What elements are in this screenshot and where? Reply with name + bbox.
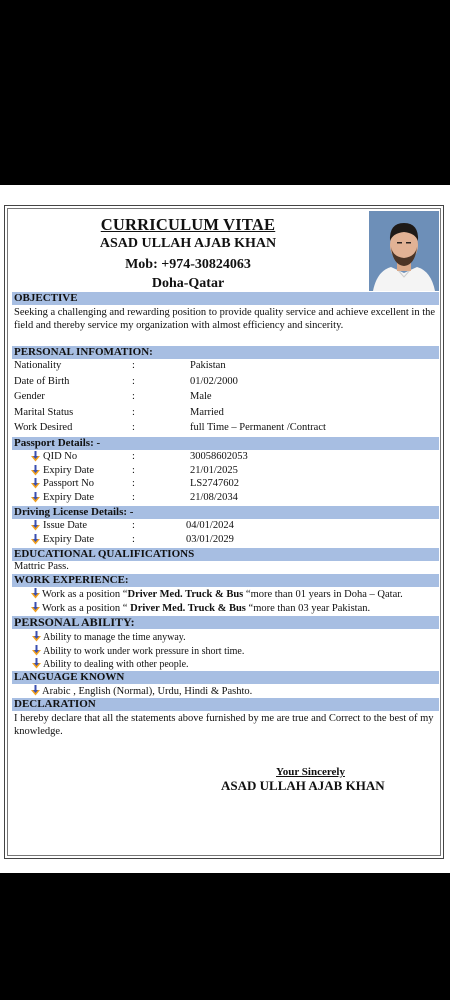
field-separator: : (132, 492, 135, 504)
field-value: 30058602053 (190, 451, 248, 462)
field-value: Male (190, 391, 212, 402)
work-suffix: “more than 01 years in Doha – Qatar. (243, 589, 403, 600)
education-text: Mattric Pass. (14, 561, 69, 572)
field-value: Married (190, 406, 224, 418)
field-separator: : (132, 520, 135, 531)
field-label: Passport No (43, 478, 95, 490)
field-label: QID No (43, 451, 78, 462)
field-label: Expiry Date (43, 534, 95, 545)
section-passport-details: Passport Details: - (12, 437, 439, 450)
work-experience-item (30, 602, 370, 616)
field-label: Work Desired (14, 422, 73, 433)
location: Doha-Qatar (151, 276, 225, 291)
section-education: EDUCATIONAL QUALIFICATIONS (12, 548, 439, 561)
languages-text: Arabic , English (Normal), Urdu, Hindi & Pashto. (42, 686, 253, 697)
field-separator: : (132, 478, 135, 490)
field-label: Issue Date (43, 520, 88, 531)
work-prefix: Work as a position “ (42, 589, 128, 600)
objective-text: Seeking a challenging and rewarding position to provide quality service and achieve excellent in the field and thereby service my organization with almost efficiency and sincerity. (14, 307, 436, 331)
field-separator: : (132, 534, 135, 545)
section-objective: OBJECTIVE (12, 292, 439, 305)
arrow-bullet-icon (31, 645, 42, 656)
field-separator: : (132, 406, 135, 418)
ability-item (31, 631, 186, 645)
work-role: Driver Med. Truck & Bus (130, 603, 246, 614)
arrow-bullet-icon (30, 602, 41, 613)
arrow-bullet-icon (31, 631, 42, 642)
field-separator: : (132, 422, 135, 433)
field-separator: : (132, 464, 135, 476)
field-value: 21/08/2034 (190, 492, 238, 504)
field-separator: : (132, 391, 135, 402)
section-personal-ability: PERSONAL ABILITY: (12, 616, 439, 629)
closing-sincerely: Your Sincerely (276, 766, 345, 778)
cv-title: CURRICULUM VITAE (100, 215, 276, 234)
ability-text: Ability to dealing with other people. (43, 659, 189, 670)
field-label: Nationality (14, 360, 62, 371)
work-suffix: “more than 03 year Pakistan. (245, 603, 371, 614)
ability-item (31, 658, 189, 672)
section-languages: LANGUAGE KNOWN (12, 671, 439, 684)
arrow-bullet-icon (30, 685, 41, 696)
field-value: 01/02/2000 (190, 375, 238, 387)
work-experience-item (30, 588, 403, 602)
ability-text: Ability to manage the time anyway. (43, 632, 186, 643)
arrow-bullet-icon (30, 588, 41, 599)
field-label: Expiry Date (43, 492, 95, 504)
ability-text: Ability to work under work pressure in short time. (43, 645, 245, 657)
field-label: Date of Birth (14, 375, 70, 387)
mobile-number: Mob: +974-30824063 (125, 257, 251, 272)
field-value: Pakistan (190, 360, 226, 371)
field-value: 21/01/2025 (190, 464, 238, 476)
section-declaration: DECLARATION (12, 698, 439, 711)
field-value: LS2747602 (190, 478, 240, 490)
field-label: Gender (14, 391, 45, 402)
field-value: full Time – Permanent /Contract (190, 422, 326, 433)
work-prefix: Work as a position “ (42, 603, 131, 614)
field-separator: : (132, 451, 135, 462)
ability-item (31, 645, 244, 659)
arrow-bullet-icon (31, 658, 42, 669)
section-driving-license: Driving License Details: - (12, 506, 439, 519)
field-separator: : (132, 360, 135, 371)
section-work-experience: WORK EXPERIENCE: (12, 574, 439, 587)
field-value: 03/01/2029 (186, 534, 234, 545)
profile-photo (369, 211, 439, 291)
field-label: Marital Status (14, 406, 74, 418)
languages-item (30, 685, 252, 699)
candidate-name: ASAD ULLAH AJAB KHAN (99, 236, 277, 251)
field-label: Expiry Date (43, 464, 95, 476)
field-separator: : (132, 375, 135, 387)
section-personal-information: PERSONAL INFOMATION: (12, 346, 439, 359)
declaration-text: I hereby declare that all the statements above furnished by me are true and Correct to the best of my knowledge. (14, 713, 434, 737)
work-role: Driver Med. Truck & Bus (127, 589, 244, 600)
field-value: 04/01/2024 (186, 520, 234, 531)
closing-name: ASAD ULLAH AJAB KHAN (221, 778, 385, 793)
